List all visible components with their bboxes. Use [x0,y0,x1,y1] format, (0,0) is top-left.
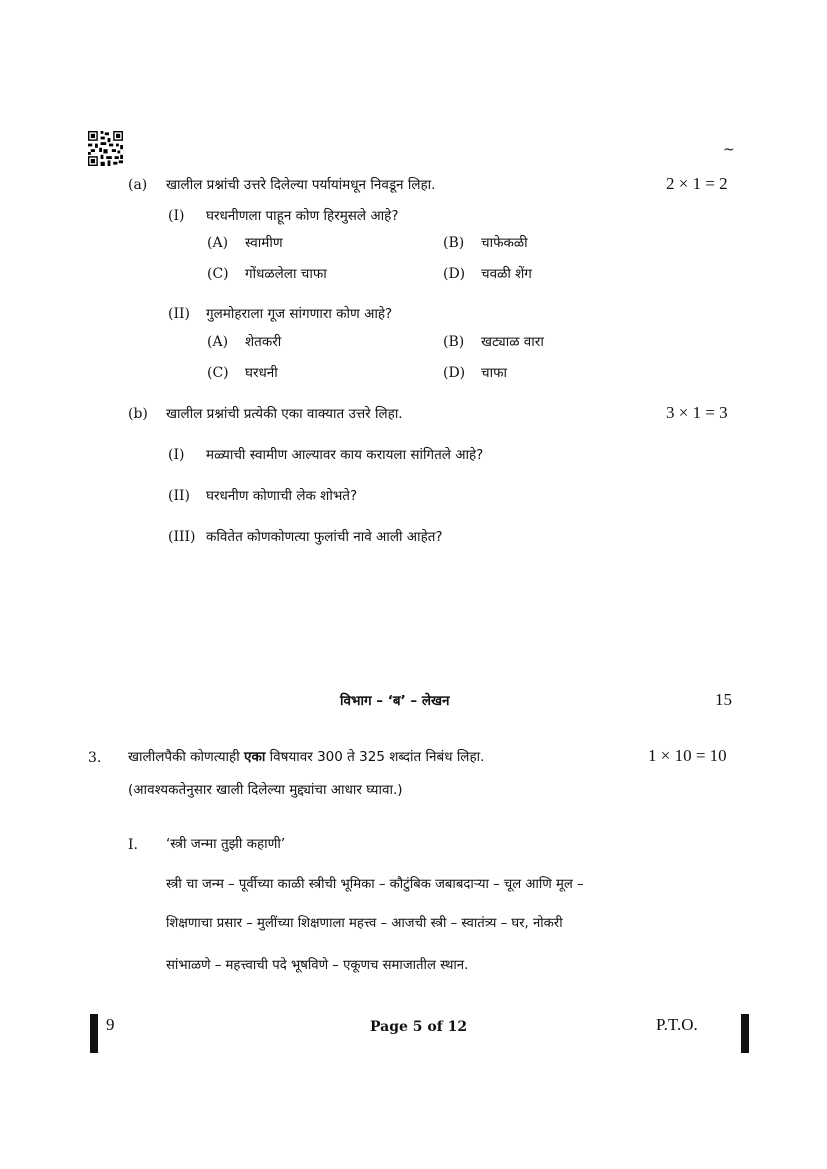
section-marks: 15 [715,690,732,709]
option-text: स्वामीण [245,235,283,251]
q-a-item-1-text: घरधनीणला पाहून कोण हिरमुसले आहे? [206,208,399,224]
q-a-label: (a) [128,177,148,193]
footer-right-bar [741,1014,749,1053]
option-label: (B) [443,334,465,350]
q3-number: 3. [88,750,102,766]
q-b-marks: 3 × 1 = 3 [666,403,728,422]
q3-text-before: खालीलपैकी कोणत्याही [128,749,240,765]
q-a-item-2-text: गुलमोहराला गूज सांगणारा कोण आहे? [206,306,393,322]
option-text: गोंधळलेला चाफा [245,266,327,282]
option-text: घरधनी [245,365,278,381]
option-label: (C) [207,365,229,381]
topic-number: I. [128,837,138,853]
option-label: (A) [207,334,229,350]
qr-code [88,131,123,166]
q-b-item-text: घरधनीण कोणाची लेक शोभते? [206,488,358,504]
topic-title: ‘स्त्री जन्मा तुझी कहाणी’ [166,836,286,852]
page-number: Page 5 of 12 [370,1019,468,1035]
q3-note: (आवश्यकतेनुसार खाली दिलेल्या मुद्द्यांचा आधार घ्यावा.) [128,782,403,798]
q-b-instruction: खालील प्रश्नांची प्रत्येकी एका वाक्यात उत्तरे लिहा. [166,406,403,422]
option-label: (D) [443,365,466,381]
q-b-item-num: (III) [168,529,196,545]
pto-label: P.T.O. [656,1015,698,1034]
q-a-item-1-num: (I) [168,208,185,224]
option-text: खट्याळ वारा [481,334,544,350]
q3-text [128,747,484,765]
page-mark-tilde: ~ [723,142,735,158]
topic-point-line: स्त्री चा जन्म – पूर्वीच्या काळी स्त्रीची भूमिका – कौटुंबिक जबाबदाऱ्या – चूल आणि मूल – [166,877,584,892]
topic-point-line: शिक्षणाचा प्रसार – मुलींच्या शिक्षणाला महत्त्व – आजची स्त्री – स्वातंत्र्य – घर, नोकरी [166,916,563,931]
footer-left-bar [90,1014,98,1053]
option-label: (C) [207,266,229,282]
q-b-item-text: मळ्याची स्वामीण आल्यावर काय करायला सांगितले आहे? [206,447,484,463]
q-a-marks: 2 × 1 = 2 [666,174,728,193]
option-text: चवळी शेंग [481,266,532,282]
footer-number: 9 [106,1015,115,1034]
option-label: (D) [443,266,466,282]
option-text: शेतकरी [245,334,282,350]
q3-text-after: विषयावर 300 ते 325 शब्दांत निबंध लिहा. [269,749,485,765]
q-b-label: (b) [128,406,148,422]
option-text: चाफेकळी [481,235,528,251]
q3-text-bold: एका [244,749,266,765]
q3-marks: 1 × 10 = 10 [648,746,727,765]
option-text: चाफा [481,365,507,381]
option-label: (B) [443,235,465,251]
option-label: (A) [207,235,229,251]
q-a-instruction: खालील प्रश्नांची उत्तरे दिलेल्या पर्यायांमधून निवडून लिहा. [166,177,436,193]
q-b-item-text: कवितेत कोणकोणत्या फुलांची नावे आली आहेत? [206,529,443,545]
q-b-item-num: (II) [168,488,190,504]
topic-point-line: सांभाळणे – महत्त्वाची पदे भूषविणे – एकूणच समाजातील स्थान. [166,958,469,973]
section-title: विभाग – ‘ब’ – लेखन [340,693,450,709]
q-b-item-num: (I) [168,447,185,463]
q-a-item-2-num: (II) [168,306,190,322]
